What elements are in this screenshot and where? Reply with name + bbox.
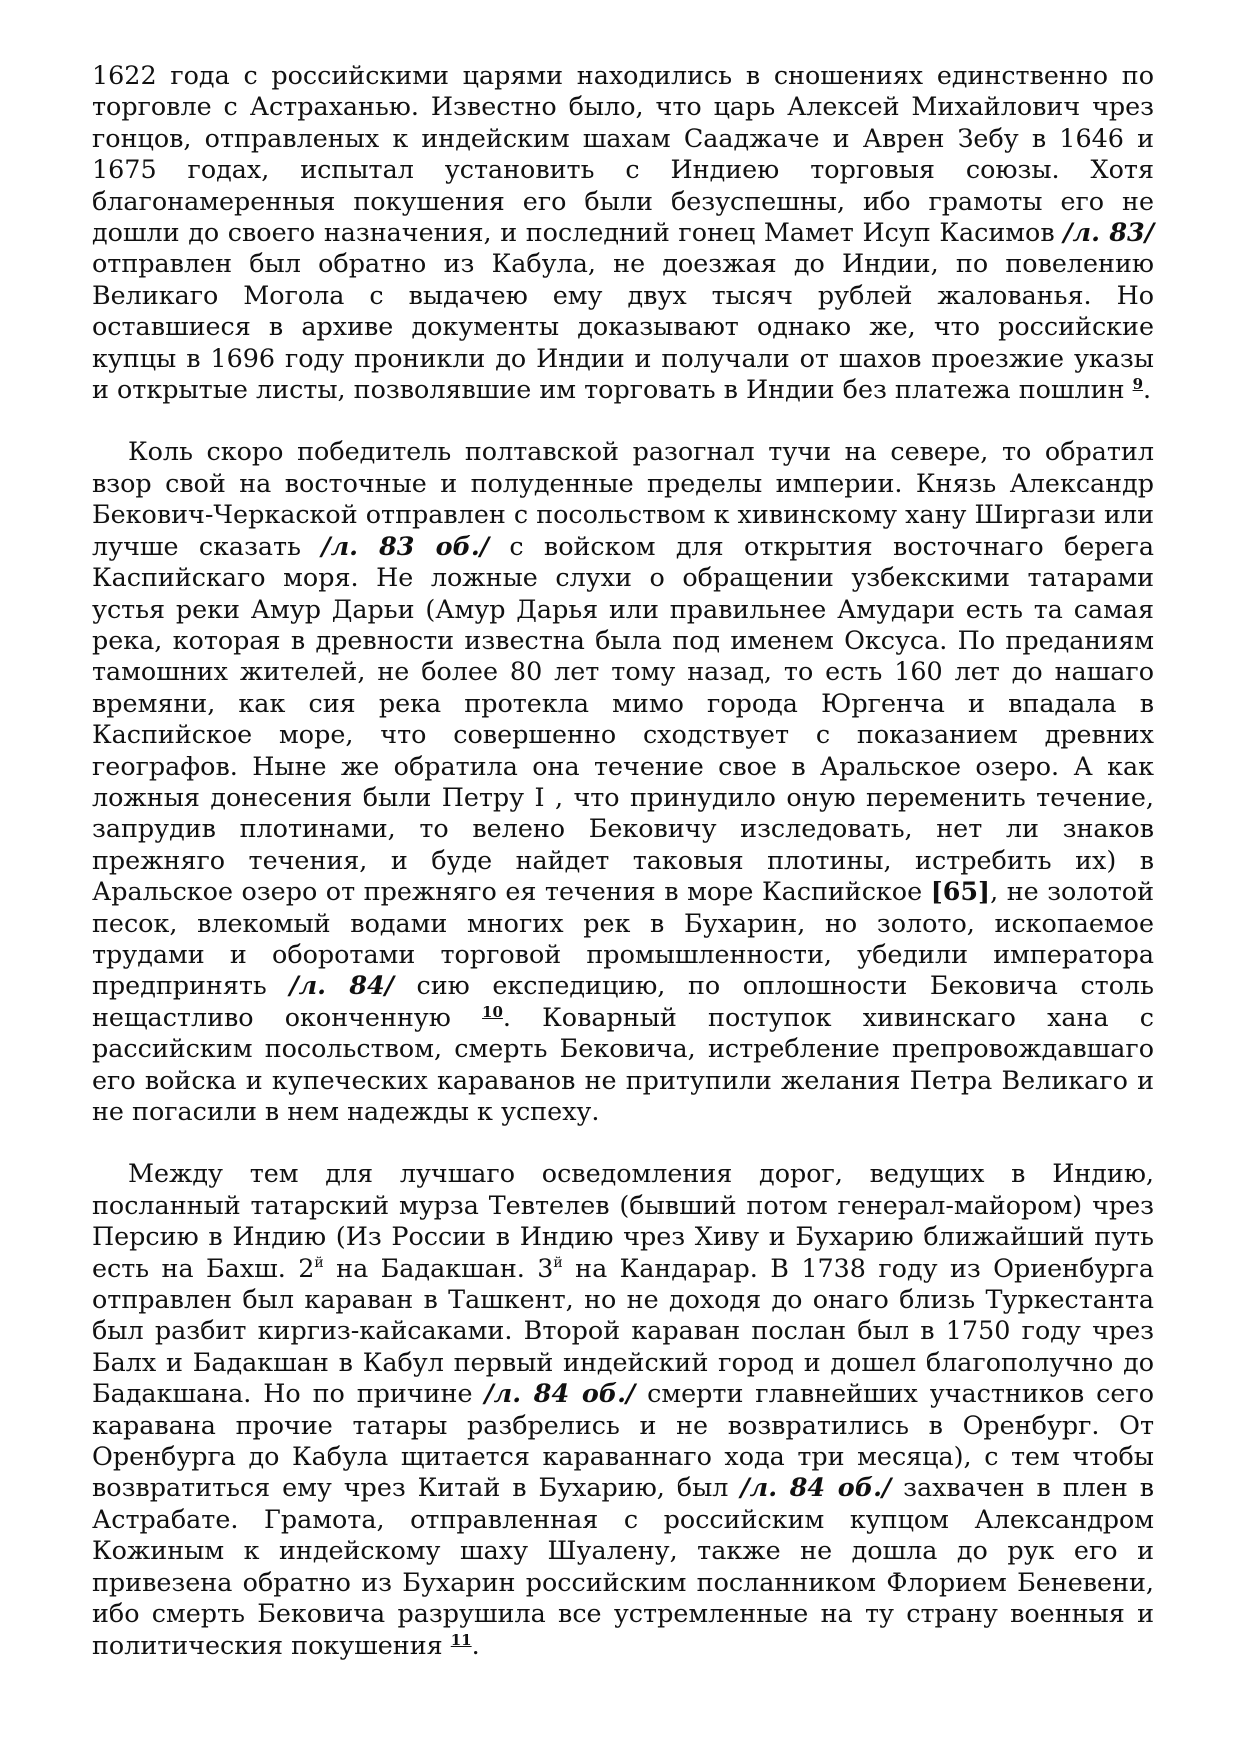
footnote-marker[interactable]: 11 [450, 1630, 472, 1649]
paragraph-gap [92, 1127, 1154, 1158]
folio-reference-text: /л. 84 об./ [740, 1472, 892, 1503]
text-run: . [471, 1629, 480, 1660]
document-page [92, 60, 1154, 1661]
text-run: 1622 года с российскими царями находились в сношениях единственно по торговле с Астраханью. Известно было, что царь Алексей Михайлович чрез гонцов, отправленых к индейским шахам Сааджаче и Аврен Зебу в 1646 и 1675 годах, испытал установить с Индиею торговыя союзы. Хотя благонамеренныя покушения его были безуспешны, ибо грамоты его не дошли до своего назначения, и последний гонец Мамет Исуп Касимов [92, 60, 1154, 248]
text-run: на Кандарар. В 1738 году из Ориенбурга отправлен был караван в Ташкент, но не доходя до онаго близь Туркестанта был разбит киргиз-кайсаками. Второй караван послан был в 1750 году чрез Балх и Бадакшан в Кабул первый индейский город и дошел благополучно до Бадакшана. Но по причине [92, 1252, 1154, 1409]
folio-reference-text: /л. 83/ [1063, 217, 1154, 248]
text-run: захвачен в плен в Астрабате. Грамота, отправленная с российским купцом Александром Кожиным к индейскому шаху Шуалену, также не дошла до рук его и привезена обратно из Бухарин российским посланником Флорием Беневени, ибо смерть Бековича разрушила все устремленные на ту страну военныя и политическия покушения [92, 1472, 1154, 1660]
folio-reference [289, 970, 394, 1000]
text-run: смерти главнейших участников сего каравана прочие татары разбрелись и не возвратились в Оренбург. От Оренбурга до Кабула щитается караваннаго хода три месяца), с тем чтобы возвратиться ему чрез Китай в Бухарию, был [92, 1378, 1154, 1503]
text-run: . Коварный поступок хивинскаго хана с рассийским посольством, смерть Бековича, истребление препровождавшаго его войска и купеческих караванов не притупили желания Петра Великаго и не погасили в нем надежды к успеху. [92, 1001, 1154, 1126]
folio-reference-text: /л. 83 об./ [321, 530, 489, 561]
folio-reference [740, 1472, 891, 1502]
superscript: й [314, 1254, 324, 1271]
text-run: с войском для открытия восточнаго берега Каспийскаго моря. Не ложные слухи о обращении узбекскими татарами устья реки Амур Дарьи (Амур Дарья или правильнее Амудари есть та самая река, которая в древности известна была под именем Оксуса. По преданиям тамошних жителей, не более 80 лет тому назад, то есть 160 лет до нашаго времяни, как сия река протекла мимо города Юргенча и впадала в Каспийское море, что совершенно сходствует с показанием древних географов. Ныне же обратила она течение свое в Аральское озеро. А как ложныя донесения были Петру I , что принудило оную переменить течение, запрудив плотинами, то велено Бековичу изследовать, нет ли знаков прежняго течения, и буде найдет таковыя плотины, истребить их) в Аральское озеро от прежняго ея течения в море Каспийское [92, 530, 1154, 907]
text-run: на Бадакшан. 3 [323, 1252, 554, 1283]
footnote-marker[interactable]: 10 [482, 1002, 503, 1021]
folio-reference [484, 1378, 635, 1408]
folio-reference [1063, 217, 1154, 247]
page-number-marker: [65] [930, 876, 991, 907]
paragraph-2 [92, 436, 1154, 1127]
text-run: сию експедицию, по оплошности Бековича столь нещастливо оконченную [92, 970, 1154, 1032]
folio-reference [321, 531, 489, 561]
folio-reference-text: /л. 84 об./ [484, 1378, 636, 1409]
text-run: отправлен был обратно из Кабула, не доезжая до Индии, по повелению Великаго Могола с выдачею ему двух тысяч рублей жалованья. Но оставшиеся в архиве документы доказывают однако же, что российские купцы в 1696 году проникли до Индии и получали от шахов проезжие указы и открытые листы, позволявшие им торговать в Индии без платежа пошлин [92, 248, 1154, 405]
text-run: . [1143, 374, 1152, 405]
superscript: й [553, 1254, 563, 1271]
text-run: , не золотой песок, влекомый водами многих рек в Бухарин, но золото, ископаемое трудами и оборотами торговой промышленности, убедили императора предпринять [92, 876, 1154, 1001]
paragraph-1 [92, 60, 1154, 405]
paragraph-gap [92, 405, 1154, 436]
footnote-marker[interactable]: 9 [1132, 375, 1144, 394]
paragraph-3 [92, 1158, 1154, 1661]
text-run: Коль скоро победитель полтавской разогнал тучи на севере, то обратил взор свой на восточные и полуденные пределы империи. Князь Александр Бекович-Черкаской отправлен с посольством к хивинскому хану Ширгази или лучше сказать [92, 436, 1154, 561]
folio-reference-text: /л. 84/ [289, 970, 394, 1001]
text-run: Между тем для лучшаго осведомления дорог, ведущих в Индию, посланный татарский мурза Тевтелев (бывший потом генерал-майором) чрез Персию в Индию (Из России в Индию чрез Хиву и Бухарию ближайший путь есть на Бахш. 2 [92, 1158, 1154, 1283]
